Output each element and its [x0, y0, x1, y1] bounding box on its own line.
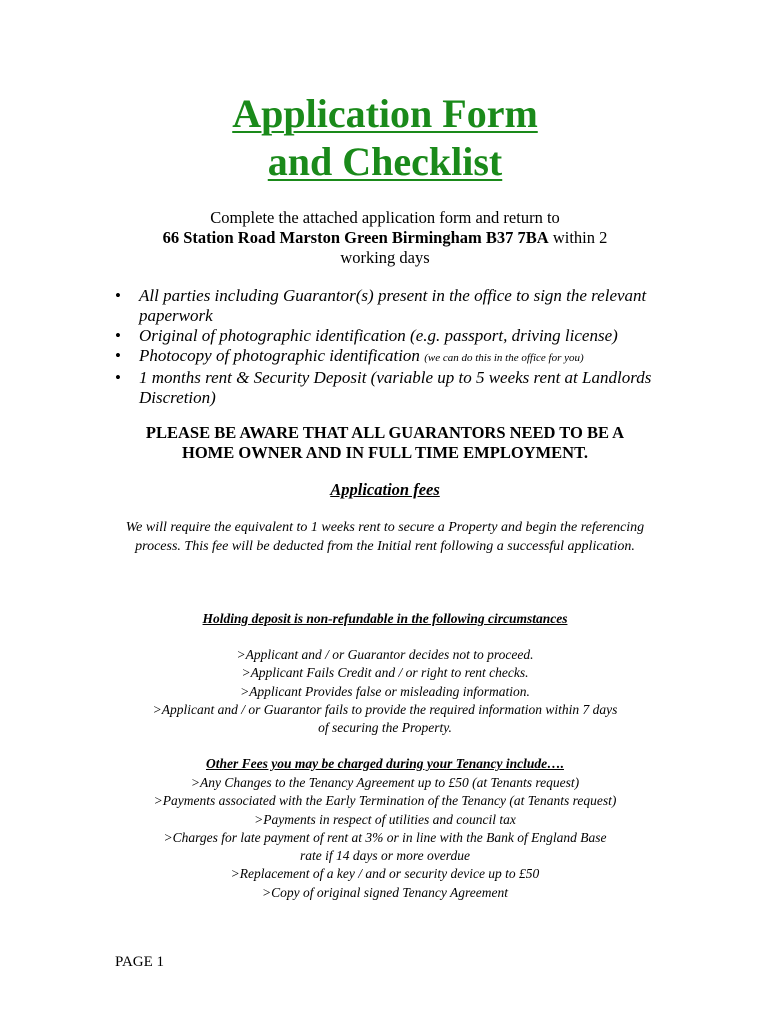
list-item: >Charges for late payment of rent at 3% or in line with the Bank of England Base: [163, 829, 607, 845]
list-item: >Applicant Provides false or misleading information.: [240, 683, 530, 699]
list-item: >Copy of original signed Tenancy Agreement: [262, 884, 508, 900]
intro-paragraph: [60, 208, 710, 268]
office-address: 66 Station Road Marston Green Birmingham B37 7BA: [162, 228, 549, 247]
list-item: >Applicant Fails Credit and / or right to rent checks.: [241, 665, 529, 681]
list-item: >Any Changes to the Tenancy Agreement up to £50 (at Tenants request): [190, 775, 580, 790]
list-item: >Applicant and / or Guarantor fails to provide the required information within 7 days: [152, 701, 618, 717]
intro-line-3: working days: [340, 248, 430, 267]
list-item: rate if 14 days or more overdue: [300, 848, 470, 864]
intro-within: within 2: [548, 228, 608, 247]
list-item: >Applicant and / or Guarantor decides not to proceed.: [236, 647, 534, 662]
checklist: [115, 286, 675, 408]
list-item: of securing the Property.: [318, 720, 452, 736]
title-line-2: and Checklist: [267, 139, 503, 184]
intro-line-2: [60, 228, 710, 248]
warning-line-1: PLEASE BE AWARE THAT ALL GUARANTORS NEED TO BE A: [145, 423, 625, 442]
checklist-item: • Photocopy of photographic identification (we can do this in the office for you): [115, 346, 675, 368]
application-fees-text: We will require the equivalent to 1 weeks rent to secure a Property and begin the referencing process. This fee will be deducted from the Initial rent following a successful application.: [125, 520, 645, 554]
list-item: >Payments in respect of utilities and council tax: [254, 811, 516, 827]
intro-line-1: Complete the attached application form and return to: [210, 208, 560, 227]
list-item: >Replacement of a key / and or security device up to £50: [230, 866, 540, 882]
warning-line-2: HOME OWNER AND IN FULL TIME EMPLOYMENT.: [182, 443, 588, 462]
title-line-1: Application Form: [232, 91, 538, 136]
guarantor-warning: [60, 423, 710, 463]
application-fees-heading: Application fees: [330, 480, 440, 499]
document-title: [0, 90, 770, 186]
checklist-item: • Original of photographic identification (e.g. passport, driving license): [115, 326, 675, 346]
list-item: >Payments associated with the Early Termination of the Tenancy (at Tenants request): [153, 793, 617, 809]
checklist-note: (we can do this in the office for you): [424, 352, 584, 364]
other-fees-heading: Other Fees you may be charged during your Tenancy include….: [205, 756, 564, 771]
checklist-item: • All parties including Guarantor(s) present in the office to sign the relevant paperwork: [115, 286, 675, 326]
holding-deposit-list: [60, 646, 710, 737]
other-fees-list: [60, 774, 710, 902]
checklist-item: • 1 months rent & Security Deposit (variable up to 5 weeks rent at Landlords Discretion): [115, 368, 675, 408]
page-number: PAGE 1: [115, 954, 165, 970]
holding-deposit-heading: Holding deposit is non-refundable in the following circumstances: [202, 611, 568, 626]
